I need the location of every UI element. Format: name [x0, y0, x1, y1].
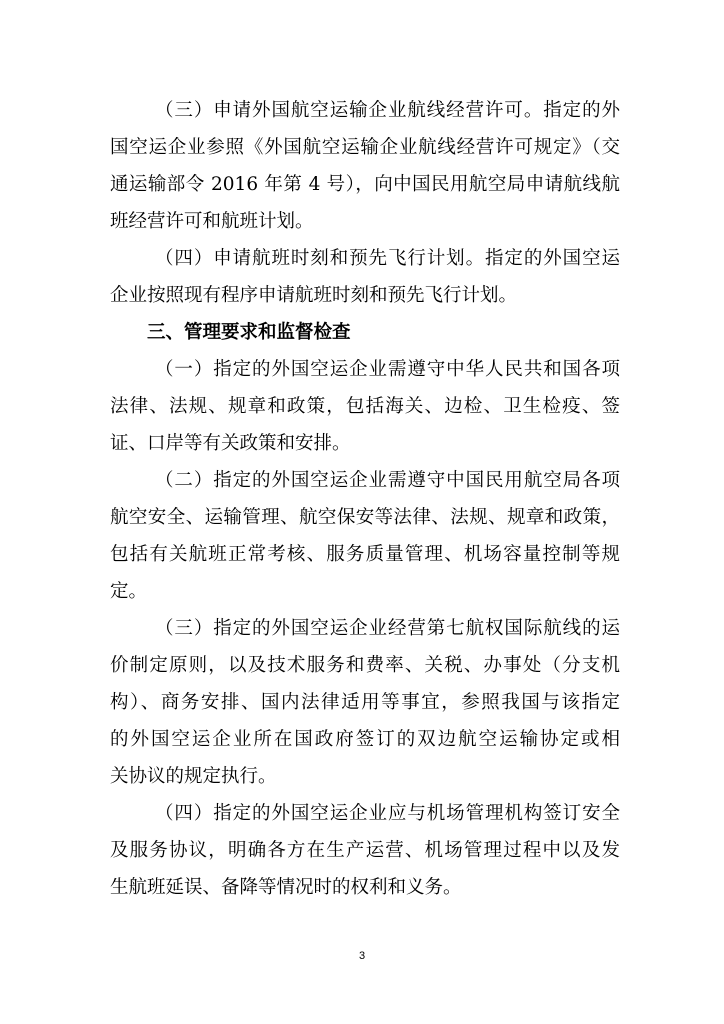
text-line: 及服务协议，明确各方在生产运营、机场管理过程中以及发: [110, 840, 620, 861]
text-line: （三）指定的外国空运企业经营第七航权国际航线的运: [155, 618, 620, 639]
text-line: 通运输部令 2016 年第 4 号），向中国民用航空局申请航线航: [110, 174, 620, 195]
text-line: 包括有关航班正常考核、服务质量管理、机场容量控制等规: [110, 544, 620, 565]
text-line: （二）指定的外国空运企业需遵守中国民用航空局各项: [155, 470, 620, 491]
text-line: 国空运企业参照《外国航空运输企业航线经营许可规定》（交: [110, 137, 620, 158]
text-line: 的外国空运企业所在国政府签订的双边航空运输协定或相: [110, 729, 620, 750]
text-line: 定。: [110, 581, 148, 602]
paragraph-apply-slot: [110, 240, 620, 314]
text-line: 班经营许可和航班计划。: [110, 211, 314, 232]
text-line: 构）、商务安排、国内法律适用等事宜，参照我国与该指定: [110, 692, 620, 713]
paragraph-apply-route-license: [110, 92, 620, 240]
page-number: 3: [358, 950, 366, 962]
document-body: [110, 92, 620, 906]
paragraph-airport-agreement: [110, 795, 620, 906]
text-line: 价制定原则，以及技术服务和费率、关税、办事处（分支机: [110, 655, 620, 676]
text-line: 证、口岸等有关政策和安排。: [110, 433, 351, 454]
text-line: 法律、法规、规章和政策，包括海关、边检、卫生检疫、签: [110, 396, 620, 417]
paragraph-comply-laws: [110, 351, 620, 462]
text-line: （三）申请外国航空运输企业航线经营许可。指定的外: [155, 100, 620, 121]
text-line: （四）指定的外国空运企业应与机场管理机构签订安全: [155, 803, 620, 824]
text-line: 企业按照现有程序申请航班时刻和预先飞行计划。: [110, 285, 518, 306]
paragraph-seventh-freedom: [110, 610, 620, 795]
text-line: 关协议的规定执行。: [110, 766, 277, 787]
text-line: （四）申请航班时刻和预先飞行计划。指定的外国空运: [155, 248, 620, 269]
text-line: 航空安全、运输管理、航空保安等法律、法规、规章和政策，: [110, 507, 620, 528]
section-heading: 三、管理要求和监督检查: [147, 322, 351, 343]
text-line: 生航班延误、备降等情况时的权利和义务。: [110, 877, 462, 898]
text-line: （一）指定的外国空运企业需遵守中华人民共和国各项: [155, 359, 620, 380]
paragraph-comply-caac: [110, 462, 620, 610]
